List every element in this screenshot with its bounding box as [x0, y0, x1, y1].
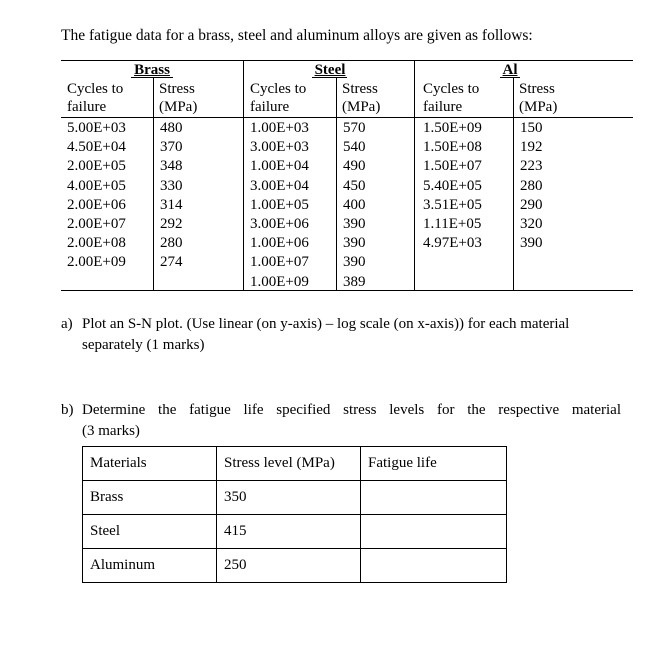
table-cell: 274 [160, 254, 183, 271]
table-cell: 1.00E+06 [250, 235, 309, 252]
brass-cycles-column [67, 119, 126, 273]
table-cell: 1.50E+08 [423, 139, 482, 156]
table-cell: 390 [343, 215, 366, 232]
table-cell: 389 [343, 273, 366, 290]
table-cell: 1.11E+05 [423, 215, 482, 232]
material-cell: Steel [83, 515, 217, 549]
table-cell: 370 [160, 139, 183, 156]
table-cell: 3.00E+04 [250, 177, 309, 194]
al-col-divider [513, 78, 514, 290]
table-cell: 348 [160, 158, 183, 175]
table-cell: 1.00E+07 [250, 254, 309, 271]
question-b-line1: Determine the fatigue life specified stress levels for the respective material [82, 402, 621, 418]
steel-al-divider [414, 60, 415, 290]
table-cell: 3.00E+03 [250, 139, 309, 156]
table-row [83, 515, 507, 549]
al-cycles-column [423, 119, 482, 253]
question-a-line2: separately (1 marks) [82, 337, 205, 353]
table-cell: 330 [160, 177, 183, 194]
group-header-steel: Steel [314, 62, 346, 78]
table-row [83, 549, 507, 583]
intro-text: The fatigue data for a brass, steel and aluminum alloys are given as follows: [61, 27, 533, 44]
header-stress-level: Stress level (MPa) [217, 447, 361, 481]
table-cell: 150 [520, 120, 543, 136]
header-materials: Materials [83, 447, 217, 481]
col-header-brass-cycles: Cycles to failure [67, 81, 124, 115]
table-cell: 570 [343, 120, 366, 136]
table-cell: 390 [343, 254, 366, 271]
group-header-brass: Brass [134, 62, 170, 78]
header-fatigue-life: Fatigue life [361, 447, 507, 481]
table-cell: 1.50E+07 [423, 158, 482, 175]
group-header-al: Al [502, 62, 518, 78]
table-cell: 480 [160, 120, 183, 136]
brass-col-divider [153, 78, 154, 290]
table-cell: 390 [520, 235, 543, 252]
table-cell: 390 [343, 235, 366, 252]
table-cell: 1.50E+09 [423, 120, 482, 136]
table-cell: 450 [343, 177, 366, 194]
table-cell: 223 [520, 158, 543, 175]
fatigue-life-cell[interactable] [361, 515, 507, 549]
table-cell: 2.00E+07 [67, 215, 126, 232]
table-cell: 292 [160, 215, 183, 232]
table-row [83, 447, 507, 481]
table-cell: 2.00E+05 [67, 158, 126, 175]
col-header-steel-cycles: Cycles to failure [250, 81, 307, 115]
stress-cell: 350 [217, 481, 361, 515]
table-cell: 2.00E+06 [67, 196, 126, 213]
col-header-al-cycles: Cycles to failure [423, 81, 480, 115]
table-cell: 540 [343, 139, 366, 156]
table-cell: 4.00E+05 [67, 177, 126, 194]
table-cell: 400 [343, 196, 366, 213]
table-cell: 3.00E+06 [250, 215, 309, 232]
table-cell: 1.00E+05 [250, 196, 309, 213]
table-row [83, 481, 507, 515]
material-cell: Brass [83, 481, 217, 515]
steel-cycles-column [250, 119, 309, 292]
table-cell: 4.97E+03 [423, 235, 482, 252]
table-cell: 290 [520, 196, 543, 213]
col-header-al-stress: Stress (MPa) [519, 81, 558, 115]
table-cell: 5.00E+03 [67, 120, 126, 136]
table-cell: 1.00E+04 [250, 158, 309, 175]
table-cell: 320 [520, 215, 543, 232]
question-b-line2: (3 marks) [82, 423, 140, 439]
col-header-steel-stress: Stress (MPa) [342, 81, 381, 115]
brass-steel-divider [243, 60, 244, 290]
table-cell: 490 [343, 158, 366, 175]
table-cell: 280 [520, 177, 543, 194]
fatigue-life-cell[interactable] [361, 549, 507, 583]
question-a [61, 314, 623, 356]
table-cell: 1.00E+03 [250, 120, 309, 136]
col-header-brass-stress: Stress (MPa) [159, 81, 198, 115]
question-a-line1: Plot an S-N plot. (Use linear (on y-axis) – log scale (on x-axis)) for each material [82, 316, 570, 332]
steel-stress-column [343, 119, 366, 292]
table-cell: 2.00E+09 [67, 254, 126, 271]
answer-table [82, 446, 507, 583]
brass-stress-column [160, 119, 183, 273]
table-cell: 192 [520, 139, 543, 156]
fatigue-life-cell[interactable] [361, 481, 507, 515]
table-cell: 314 [160, 196, 183, 213]
table-cell: 5.40E+05 [423, 177, 482, 194]
table-cell: 4.50E+04 [67, 139, 126, 156]
al-stress-column [520, 119, 543, 253]
table-header-rule [61, 117, 633, 118]
stress-cell: 250 [217, 549, 361, 583]
table-cell: 2.00E+08 [67, 235, 126, 252]
steel-col-divider [336, 78, 337, 290]
stress-cell: 415 [217, 515, 361, 549]
question-a-label: a) [61, 316, 73, 332]
question-b [61, 400, 621, 442]
material-cell: Aluminum [83, 549, 217, 583]
question-b-label: b) [61, 402, 74, 418]
table-cell: 3.51E+05 [423, 196, 482, 213]
table-cell: 280 [160, 235, 183, 252]
table-cell: 1.00E+09 [250, 273, 309, 290]
